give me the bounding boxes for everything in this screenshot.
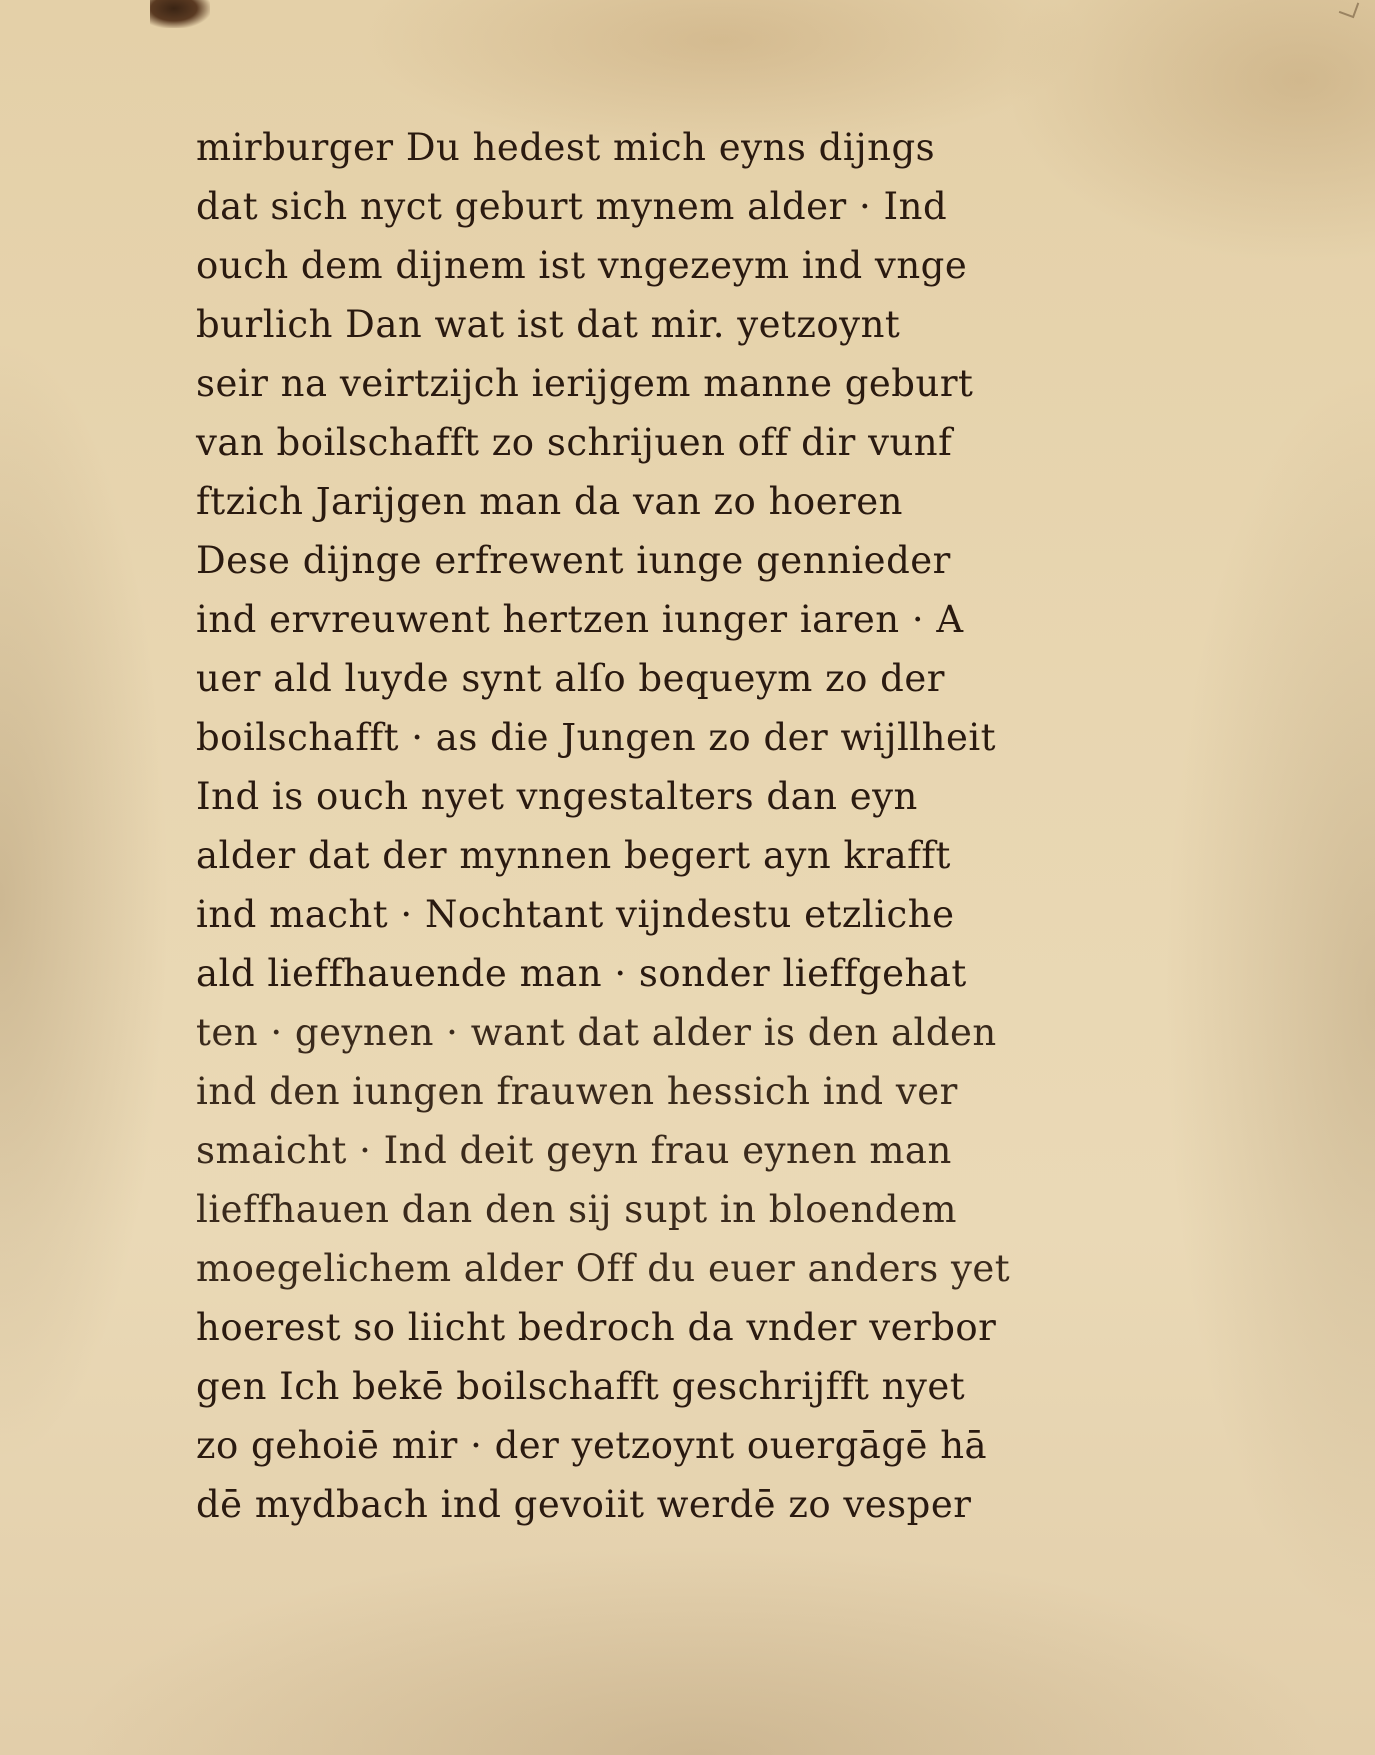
text-line-8: Dese dijnge erfrewent iunge gennieder [196,539,951,582]
text-line-4: burlich Dan wat ist dat mir. yetzoynt [196,303,901,346]
text-line-3: ouch dem dijnem ist vngezeym ind vnge [196,244,968,287]
text-line-21: hoerest so liicht bedroch da vnder verbor [196,1306,997,1349]
text-line-16: ten · geynen · want dat alder is den alden [196,1011,997,1054]
text-line-6: van boilschafft zo schrijuen off dir vunf [196,421,953,464]
text-line-22: gen Ich bekē boilschafft geschrijfft nyet [196,1365,966,1408]
text-line-24: dē mydbach ind gevoiit werdē zo vesper [196,1483,972,1526]
text-line-23: zo gehoiē mir · der yetzoynt ouergāgē hā [196,1424,988,1467]
text-line-2: dat sich nyct geburt mynem alder · Ind [196,185,948,228]
corner-mark [1339,0,1360,18]
text-line-7: ftzich Jarijgen man da van zo hoeren [196,480,903,523]
text-line-1: mirburger Du hedest mich eyns dijngs [196,126,936,169]
text-line-20: moegelichem alder Off du euer anders yet [196,1247,1011,1290]
text-line-10: uer ald luyde synt alſo bequeym zo der [196,657,945,700]
text-line-14: ind macht · Nochtant vijndestu etzliche [196,893,955,936]
text-line-18: smaicht · Ind deit geyn frau eynen man [196,1129,952,1172]
text-line-9: ind ervreuwent hertzen iunger iaren · A [196,598,964,641]
text-line-5: seir na veirtzijch ierijgem manne geburt [196,362,974,405]
text-line-17: ind den iungen frauwen hessich ind ver [196,1070,958,1113]
ink-stain [150,0,210,28]
text-line-13: alder dat der mynnen begert ayn krafft [196,834,951,877]
text-line-15: ald lieffhauende man · sonder lieffgehat [196,952,967,995]
manuscript-text-block [196,118,1226,1534]
text-line-12: Ind is ouch nyet vngestalters dan eyn [196,775,918,818]
text-line-19: lieffhauen dan den sij supt in bloendem [196,1188,957,1231]
text-line-11: boilschafft · as die Jungen zo der wijllheit [196,716,997,759]
